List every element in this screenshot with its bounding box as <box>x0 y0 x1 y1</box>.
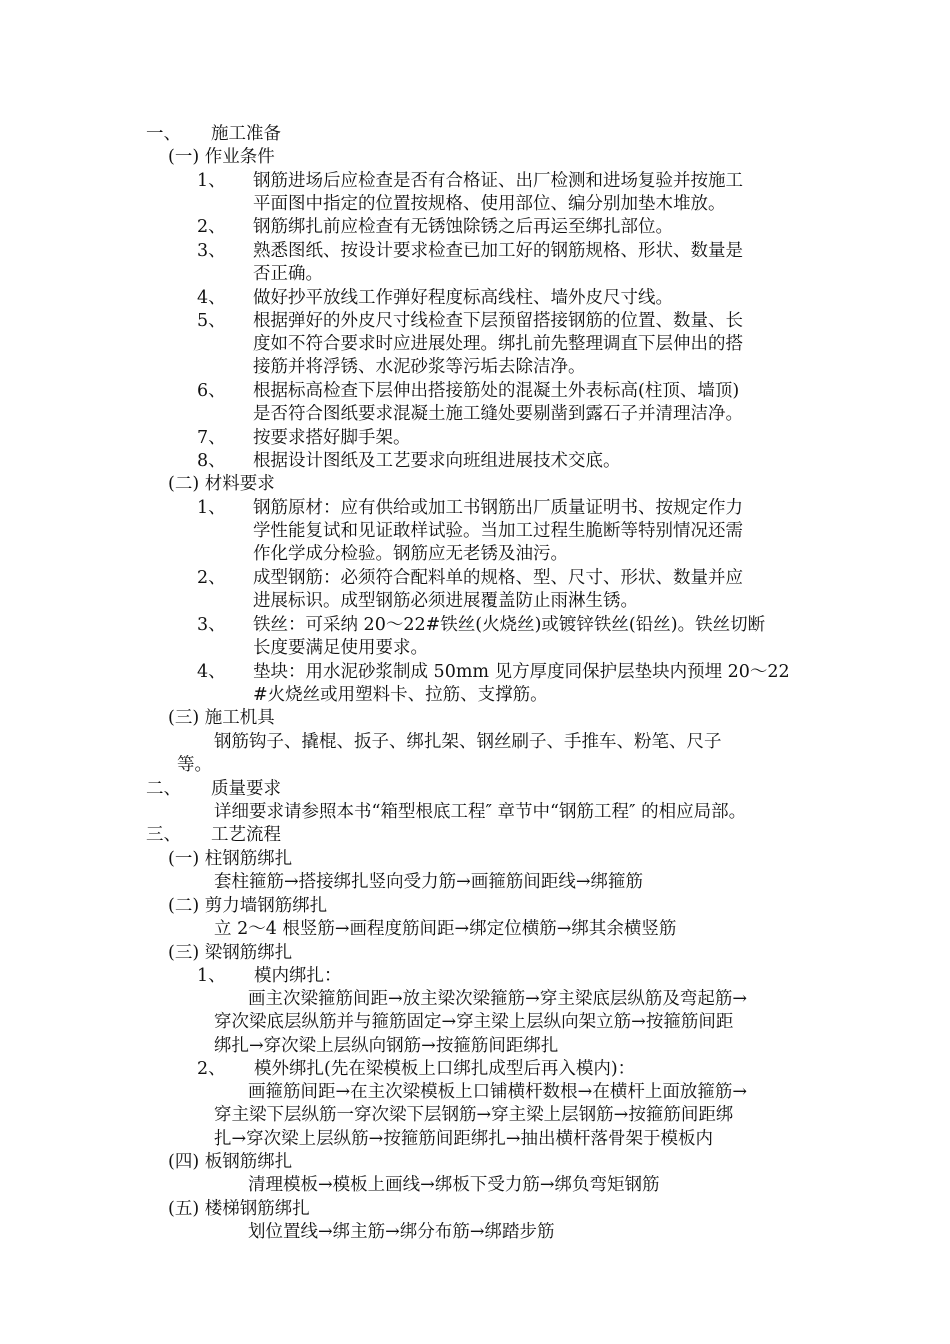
item-text-line: 作化学成分检验。钢筋应无老锈及油污。 <box>253 544 568 564</box>
item-number: 1、 <box>197 966 226 986</box>
section-2-title: 质量要求 <box>211 779 281 799</box>
item-text-line: #火烧丝或用塑料卡、拉筋、支撑筋。 <box>253 685 548 705</box>
process-flow-line: 扎→穿次梁上层纵筋→按箍筋间距绑扎→抽出横杆落骨架于模板内 <box>214 1129 713 1149</box>
section-1-number: 一、 <box>146 124 181 144</box>
item-text-line: 进展标识。成型钢筋必须进展覆盖防止雨淋生锈。 <box>253 591 638 611</box>
item-title: 模内绑扎： <box>254 966 342 986</box>
item-number: 4、 <box>197 662 226 682</box>
item-text-line: 平面图中指定的位置按规格、使用部位、编分别加垫木堆放。 <box>253 194 726 214</box>
section-3-number: 三、 <box>146 825 181 845</box>
item-number: 3、 <box>197 615 226 635</box>
item-text-line: 接筋并将浮锈、水泥砂浆等污垢去除洁净。 <box>253 357 586 377</box>
item-number: 6、 <box>197 381 226 401</box>
subsection-1-1-title: (一) 作业条件 <box>168 147 275 167</box>
subsection-3-5-title: (五) 楼梯钢筋绑扎 <box>168 1199 310 1219</box>
item-text-line: 钢筋绑扎前应检查有无锈蚀除锈之后再运至绑扎部位。 <box>253 217 673 237</box>
item-text-line: 根据设计图纸及工艺要求向班组进展技术交底。 <box>253 451 621 471</box>
subsection-3-2-title: (二) 剪力墙钢筋绑扎 <box>168 896 328 916</box>
section-1-title: 施工准备 <box>211 124 281 144</box>
process-flow-line: 穿主梁下层纵筋一穿次梁下层钢筋→穿主梁上层钢筋→按箍筋间距绑 <box>214 1105 734 1125</box>
subsection-3-1-title: (一) 柱钢筋绑扎 <box>168 849 293 869</box>
process-flow-line: 立 2～4 根竖筋→画程度筋间距→绑定位横筋→绑其余横竖筋 <box>214 919 677 939</box>
section-3-title: 工艺流程 <box>211 825 281 845</box>
item-title: 模外绑扎(先在梁模板上口绑扎成型后再入模内)： <box>254 1059 636 1079</box>
subsection-3-3-title: (三) 梁钢筋绑扎 <box>168 943 293 963</box>
process-flow-line: 划位置线→绑主筋→绑分布筋→绑踏步筋 <box>248 1222 555 1242</box>
item-number: 2、 <box>197 217 226 237</box>
subsection-1-2-title: (二) 材料要求 <box>168 474 275 494</box>
item-number: 4、 <box>197 288 226 308</box>
tools-text-line: 钢筋钩子、撬棍、扳子、绑扎架、钢丝刷子、手推车、粉笔、尺子 <box>214 732 722 752</box>
item-text-line: 熟悉图纸、按设计要求检查已加工好的钢筋规格、形状、数量是 <box>253 241 743 261</box>
item-number: 3、 <box>197 241 226 261</box>
item-number: 1、 <box>197 171 226 191</box>
item-number: 5、 <box>197 311 226 331</box>
item-number: 7、 <box>197 428 226 448</box>
item-text-line: 根据弹好的外皮尺寸线检查下层预留搭接钢筋的位置、数量、长 <box>253 311 743 331</box>
process-flow-line: 穿次梁底层纵筋并与箍筋固定→穿主梁上层纵向架立筋→按箍筋间距 <box>214 1012 734 1032</box>
subsection-3-4-title: (四) 板钢筋绑扎 <box>168 1152 293 1172</box>
item-text-line: 钢筋进场后应检查是否有合格证、出厂检测和进场复验并按施工 <box>253 171 743 191</box>
process-flow-line: 画主次梁箍筋间距→放主梁次梁箍筋→穿主梁底层纵筋及弯起筋→ <box>248 989 747 1009</box>
item-text-line: 学性能复试和见证敢样试验。当加工过程生脆断等特别情况还需 <box>253 521 743 541</box>
item-text-line: 铁丝：可采纳 20～22#铁丝(火烧丝)或镀锌铁丝(铅丝)。铁丝切断 <box>253 615 766 635</box>
item-text-line: 度如不符合要求时应进展处理。绑扎前先整理调直下层伸出的搭 <box>253 334 743 354</box>
item-number: 1、 <box>197 498 226 518</box>
process-flow-line: 画箍筋间距→在主次梁模板上口铺横杆数根→在横杆上面放箍筋→ <box>248 1082 747 1102</box>
item-text-line: 根据标高检查下层伸出搭接筋处的混凝土外表标高(柱顶、墙顶) <box>253 381 740 401</box>
item-text-line: 钢筋原材：应有供给或加工书钢筋出厂质量证明书、按规定作力 <box>253 498 743 518</box>
process-flow-line: 绑扎→穿次梁上层纵向钢筋→按箍筋间距绑扎 <box>214 1036 559 1056</box>
item-text-line: 垫块：用水泥砂浆制成 50mm 见方厚度同保护层垫块内预埋 20～22 <box>253 662 790 682</box>
item-text-line: 否正确。 <box>253 264 323 284</box>
item-text-line: 按要求搭好脚手架。 <box>253 428 411 448</box>
item-number: 8、 <box>197 451 226 471</box>
item-text-line: 做好抄平放线工作弹好程度标高线柱、墙外皮尺寸线。 <box>253 288 673 308</box>
item-number: 2、 <box>197 1059 226 1079</box>
item-text-line: 长度要满足使用要求。 <box>253 638 428 658</box>
item-number: 2、 <box>197 568 226 588</box>
item-text-line: 成型钢筋：必须符合配料单的规格、型、尺寸、形状、数量并应 <box>253 568 743 588</box>
process-flow-line: 套柱箍筋→搭接绑扎竖向受力筋→画箍筋间距线→绑箍筋 <box>214 872 643 892</box>
quality-text: 详细要求请参照本书“箱型根底工程″ 章节中“钢筋工程″ 的相应局部。 <box>214 802 747 822</box>
subsection-1-3-title: (三) 施工机具 <box>168 708 275 728</box>
section-2-number: 二、 <box>146 779 181 799</box>
tools-text-line: 等。 <box>177 755 212 775</box>
item-text-line: 是否符合图纸要求混凝土施工缝处要剔凿到露石子并清理洁净。 <box>253 404 743 424</box>
process-flow-line: 清理模板→模板上画线→绑板下受力筋→绑负弯矩钢筋 <box>248 1175 660 1195</box>
